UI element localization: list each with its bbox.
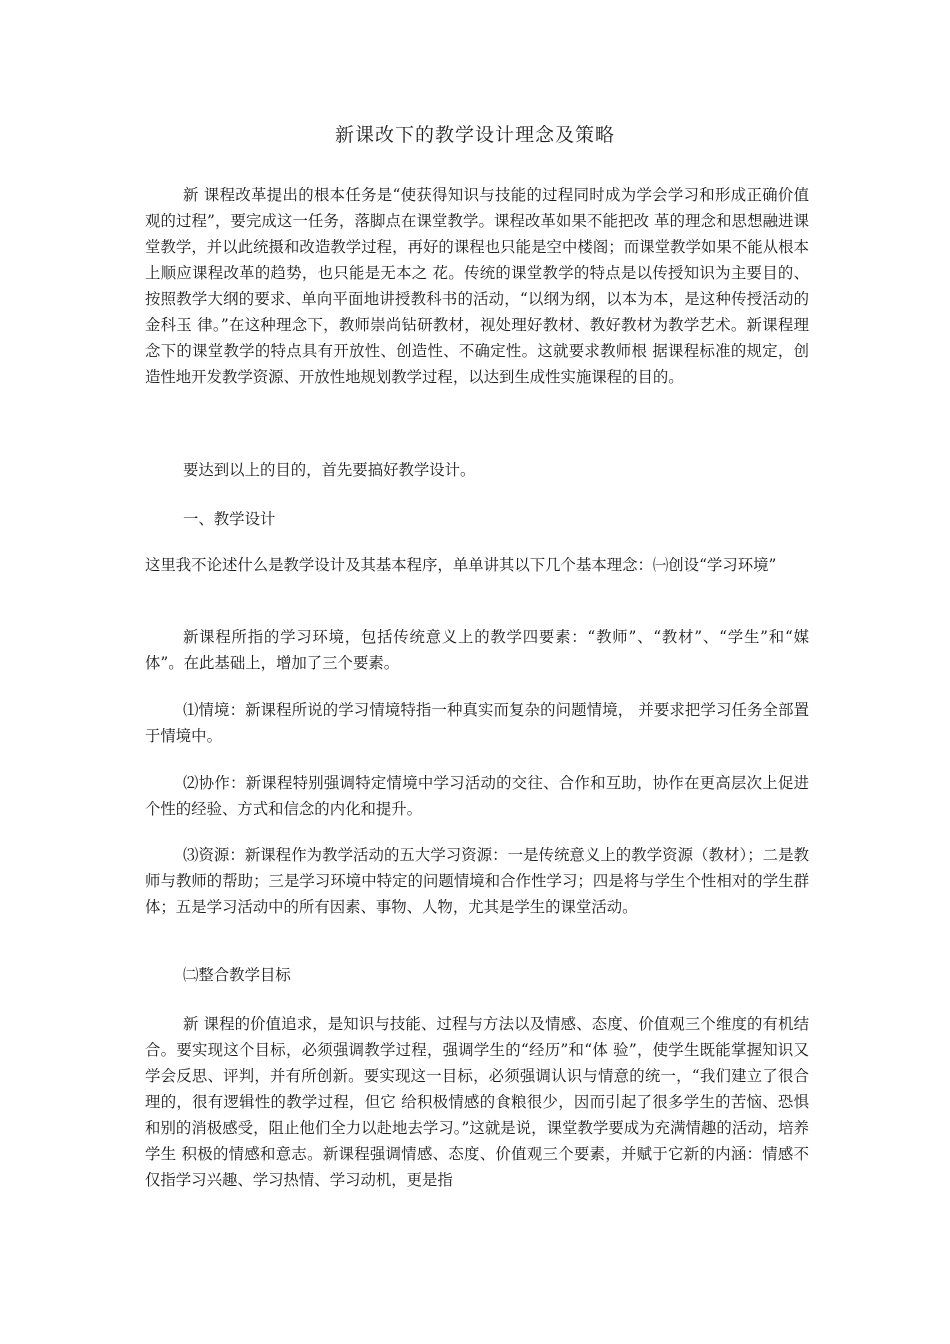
paragraph-value-pursuit: 新 课程的价值追求，是知识与技能、过程与方法以及情感、态度、价值观三个维度的有机结合。要实现这个目标，必须强调教学过程，强调学生的“经历”和“体 验”，使学生既能掌握知识又学会反思、评判，并有所创新。要实现这一目标，必须强调认识与情意的统一，“我们建立了很合理的，很有逻辑性的教学过程，但它 给积极情感的食粮很少，因而引起了很多学生的苦恼、恐惧和别的消极感受，阻止他们全力以赴地去学习。”这就是说，课堂教学要成为充满情趣的活动，培养学生 积极的情感和意志。新课程强调情感、态度、价值观三个要素，并赋于它新的内涵：情感不仅指学习兴趣、学习热情、学习动机，更是指 (145, 1015, 809, 1189)
section-heading-teaching-design: 一、教学设计 (183, 510, 276, 528)
paragraph-collaboration: ⑵协作：新课程特别强调特定情境中学习活动的交往、合作和互助，协作在更高层次上促进个性的经验、方式和信念的内化和提升。 (145, 774, 809, 818)
paragraph-learning-environment: 新课程所指的学习环境，包括传统意义上的教学四要素：“教师”、“教材”、“学生”和“媒体”。在此基础上，增加了三个要素。 (145, 628, 809, 672)
paragraph-situation: ⑴情境：新课程所说的学习情境特指一种真实而复杂的问题情境， 并要求把学习任务全部置于情境中。 (145, 701, 809, 745)
document-title: 新课改下的教学设计理念及策略 (334, 124, 615, 146)
paragraph-resources: ⑶资源：新课程作为教学活动的五大学习资源：一是传统意义上的教学资源（教材）；二是教师与教师的帮助；三是学习环境中特定的问题情境和合作性学习；四是将与学生个性相对的学生群体；五是学习活动中的所有因素、事物、人物，尤其是学生的课堂活动。 (145, 846, 809, 916)
paragraph-goal: 要达到以上的目的，首先要搞好教学设计。 (183, 461, 476, 479)
paragraph-intro: 新 课程改革提出的根本任务是“使获得知识与技能的过程同时成为学会学习和形成正确价值观的过程”，要完成这一任务，落脚点在课堂教学。课程改革如果不能把改 革的理念和思想融进课堂教学，并以此统摄和改造教学过程，再好的课程也只能是空中楼阁；而课堂教学如果不能从根本上顺应课程改革的趋势，也只能是无本之 花。传统的课堂教学的特点是以传授知识为主要目的、按照教学大纲的要求、单向平面地讲授教科书的活动，“以纲为纲，以本为本，是这种传授活动的金科玉 律。”在这种理念下，教师崇尚钻研教材，视处理好教材、教好教材为教学艺术。新课程理念下的课堂教学的特点具有开放性、创造性、不确定性。这就要求教师根 据课程标准的规定，创造性地开发教学资源、开放性地规划教学过程，以达到生成性实施课程的目的。 (145, 186, 809, 386)
paragraph-concepts: 这里我不论述什么是教学设计及其基本程序，单单讲其以下几个基本理念：㈠创设“学习环境” (145, 556, 777, 574)
section-heading-integrate-goals: ㈡整合教学目标 (183, 966, 291, 984)
